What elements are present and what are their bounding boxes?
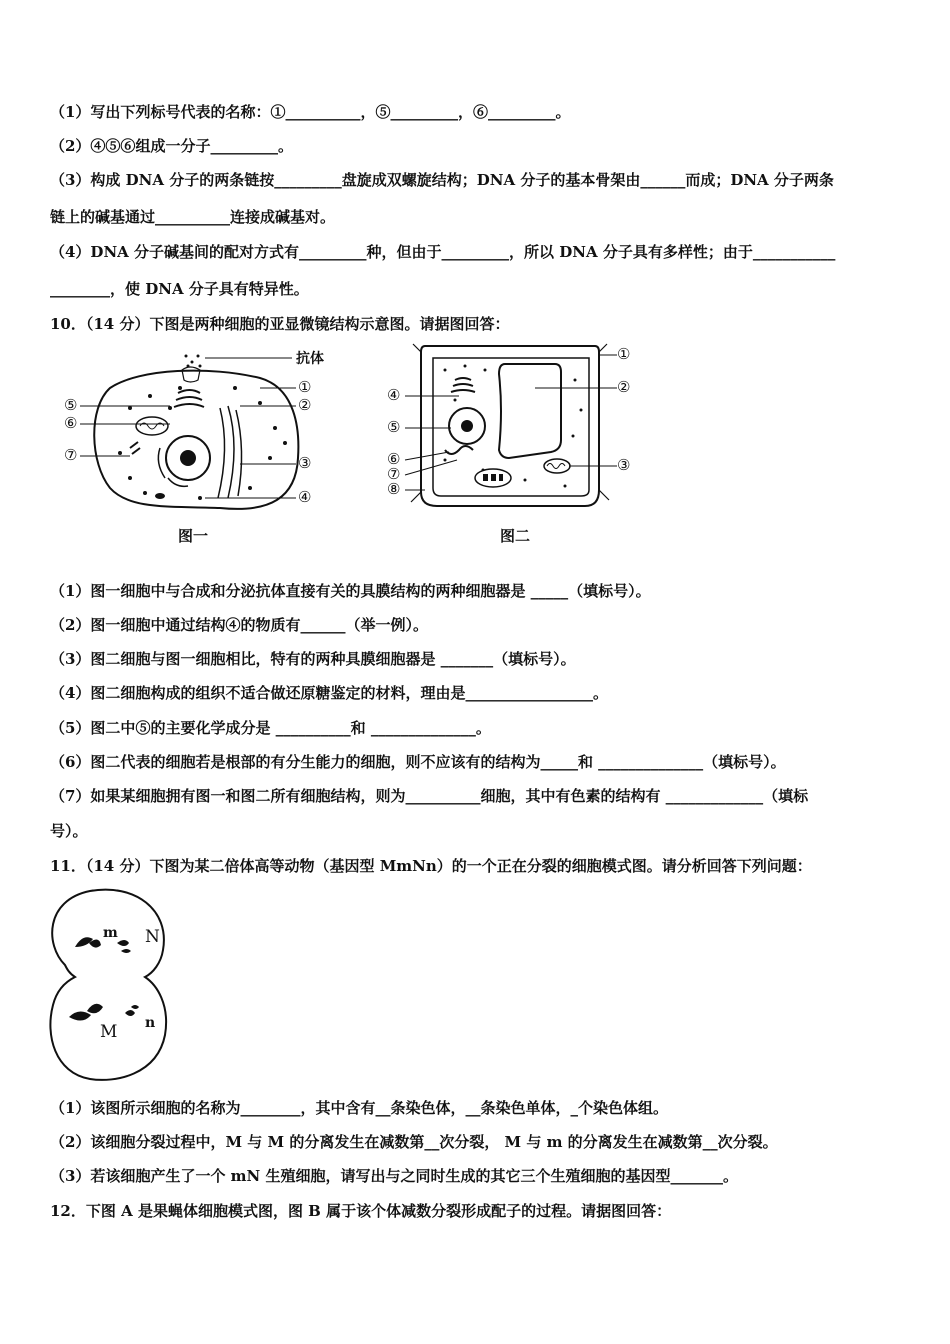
figure-2-plant-cell <box>385 340 645 520</box>
q9-line-6: ________，使 DNA 分子具有特异性。 <box>50 280 309 298</box>
q11-header: 11．（14 分）下图为某二倍体高等动物（基因型 MmNn）的一个正在分裂的细胞模式图。请分析回答下列问题： <box>50 857 812 875</box>
q11-line-1: （1）该图所示细胞的名称为________，其中含有__条染色体，__条染色单体，_个染色体组。 <box>50 1099 668 1117</box>
q10-line-6: （6）图二代表的细胞若是根部的有分生能力的细胞，则不应该有的结构为_____和 ______________（填标号）。 <box>50 753 786 771</box>
q9-line-5: （4）DNA 分子碱基间的配对方式有_________种，但由于_________，所以 DNA 分子具有多样性；由于___________ <box>50 243 836 261</box>
q9-line-3: （3）构成 DNA 分子的两条链按_________盘旋成双螺旋结构；DNA 分子的基本骨架由______而成；DNA 分子两条 <box>50 171 834 189</box>
fig2-label-8: ⑧ <box>387 480 401 498</box>
fig1-label-7: ⑦ <box>64 446 78 464</box>
q9-line-1: （1）写出下列标号代表的名称：①__________，⑤_________，⑥_________。 <box>50 103 571 121</box>
fig1-label-6: ⑥ <box>64 414 78 432</box>
q10-line-1: （1）图一细胞中与合成和分泌抗体直接有关的具膜结构的两种细胞器是 _____（填标号）。 <box>50 582 651 600</box>
fig2-label-4: ④ <box>387 386 401 404</box>
fig2-label-3: ③ <box>617 456 631 474</box>
figure-dividing-cell <box>45 885 175 1085</box>
fig11-label-N: N <box>145 927 160 947</box>
q10-line-3: （3）图二细胞与图一细胞相比，特有的两种具膜细胞器是 _______（填标号）。 <box>50 650 576 668</box>
q10-line-4: （4）图二细胞构成的组织不适合做还原糖鉴定的材料，理由是_________________。 <box>50 684 608 702</box>
fig1-label-antibody: 抗体 <box>296 351 324 367</box>
q10-line-7: （7）如果某细胞拥有图一和图二所有细胞结构，则为__________细胞，其中有色素的结构有 _____________（填标 <box>50 787 809 805</box>
figure-1-caption: 图一 <box>178 527 209 545</box>
fig1-label-5: ⑤ <box>64 396 78 414</box>
fig2-label-1: ① <box>617 345 631 363</box>
fig1-label-4: ④ <box>298 488 312 506</box>
q11-line-3: （3）若该细胞产生了一个 mN 生殖细胞，请写出与之同时生成的其它三个生殖细胞的基因型_______。 <box>50 1167 738 1185</box>
fig2-label-5: ⑤ <box>387 418 401 436</box>
fig2-label-2: ② <box>617 378 631 396</box>
fig2-label-7: ⑦ <box>387 465 401 483</box>
q10-line-5: （5）图二中⑤的主要化学成分是 __________和 ______________。 <box>50 719 491 737</box>
fig1-label-3: ③ <box>298 454 312 472</box>
q10-line-2: （2）图一细胞中通过结构④的物质有______（举一例）。 <box>50 616 428 634</box>
figure-2-caption: 图二 <box>500 527 531 545</box>
q12-header: 12．下图 A 是果蝇体细胞模式图，图 B 属于该个体减数分裂形成配子的过程。请据图回答： <box>50 1202 672 1220</box>
fig11-label-m: m <box>103 925 118 941</box>
fig11-label-n: n <box>145 1015 156 1031</box>
q10-header: 10．（14 分）下图是两种细胞的亚显微镜结构示意图。请据图回答： <box>50 315 510 333</box>
q9-line-2: （2）④⑤⑥组成一分子_________。 <box>50 137 293 155</box>
fig2-label-6: ⑥ <box>387 450 401 468</box>
fig1-label-1: ① <box>298 378 312 396</box>
fig11-label-M: M <box>100 1022 118 1042</box>
q10-line-8: 号）。 <box>50 822 88 840</box>
figure-1-animal-cell <box>60 348 330 548</box>
fig1-label-2: ② <box>298 396 312 414</box>
q9-line-4: 链上的碱基通过__________连接成碱基对。 <box>50 208 336 226</box>
q11-line-2: （2）该细胞分裂过程中，M 与 M 的分离发生在减数第__次分裂， M 与 m 的分离发生在减数第__次分裂。 <box>50 1133 778 1151</box>
